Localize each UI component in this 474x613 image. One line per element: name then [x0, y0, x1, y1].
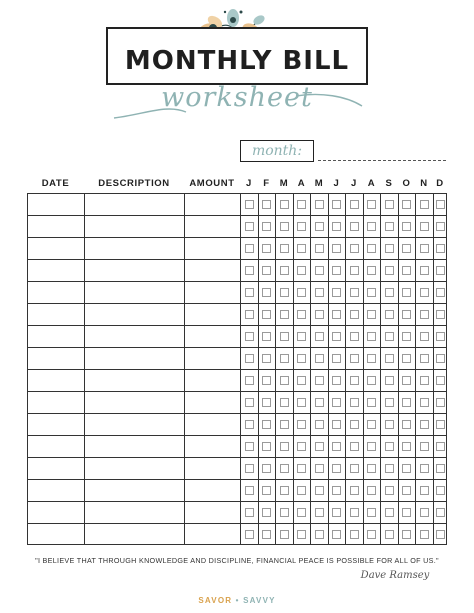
- date-cell[interactable]: [28, 480, 84, 501]
- date-cell[interactable]: [28, 282, 84, 303]
- checkbox-icon[interactable]: [315, 200, 324, 209]
- checkbox-icon[interactable]: [367, 420, 376, 429]
- column-divider: [310, 193, 311, 545]
- description-cell[interactable]: [85, 370, 184, 391]
- brand-footer: [0, 596, 474, 605]
- date-cell[interactable]: [28, 502, 84, 523]
- checkbox-icon[interactable]: [420, 244, 429, 253]
- checkbox-icon[interactable]: [332, 354, 341, 363]
- checkbox-icon[interactable]: [280, 310, 289, 319]
- checkbox-icon[interactable]: [315, 288, 324, 297]
- checkbox-icon[interactable]: [420, 442, 429, 451]
- checkbox-icon[interactable]: [402, 398, 411, 407]
- checkbox-icon[interactable]: [332, 464, 341, 473]
- description-cell[interactable]: [85, 194, 184, 215]
- checkbox-icon[interactable]: [367, 354, 376, 363]
- checkbox-icon[interactable]: [385, 266, 394, 275]
- checkbox-icon[interactable]: [367, 332, 376, 341]
- amount-cell[interactable]: [185, 392, 240, 413]
- column-header: M: [314, 178, 324, 189]
- description-cell[interactable]: [85, 502, 184, 523]
- checkbox-icon[interactable]: [297, 442, 306, 451]
- checkbox-icon[interactable]: [385, 332, 394, 341]
- checkbox-icon[interactable]: [402, 354, 411, 363]
- checkbox-icon[interactable]: [385, 376, 394, 385]
- checkbox-icon[interactable]: [315, 310, 324, 319]
- checkbox-icon[interactable]: [350, 200, 359, 209]
- checkbox-icon[interactable]: [367, 376, 376, 385]
- checkbox-icon[interactable]: [315, 222, 324, 231]
- checkbox-icon[interactable]: [315, 442, 324, 451]
- date-cell[interactable]: [28, 216, 84, 237]
- month-label-box: [240, 140, 314, 162]
- column-divider: [293, 193, 294, 545]
- title-frame: [106, 27, 368, 85]
- checkbox-icon[interactable]: [350, 508, 359, 517]
- date-cell[interactable]: [28, 238, 84, 259]
- checkbox-icon[interactable]: [245, 398, 254, 407]
- checkbox-icon[interactable]: [367, 442, 376, 451]
- checkbox-icon[interactable]: [436, 266, 445, 275]
- checkbox-icon[interactable]: [350, 266, 359, 275]
- checkbox-icon[interactable]: [385, 354, 394, 363]
- checkbox-icon[interactable]: [385, 530, 394, 539]
- checkbox-icon[interactable]: [385, 508, 394, 517]
- column-divider: [380, 193, 381, 545]
- checkbox-icon[interactable]: [420, 486, 429, 495]
- checkbox-icon[interactable]: [367, 266, 376, 275]
- checkbox-icon[interactable]: [297, 508, 306, 517]
- checkbox-icon[interactable]: [315, 420, 324, 429]
- checkbox-icon[interactable]: [367, 464, 376, 473]
- column-header: S: [385, 178, 393, 189]
- amount-cell[interactable]: [185, 370, 240, 391]
- checkbox-icon[interactable]: [350, 222, 359, 231]
- checkbox-icon[interactable]: [262, 222, 271, 231]
- checkbox-icon[interactable]: [245, 244, 254, 253]
- description-cell[interactable]: [85, 436, 184, 457]
- checkbox-icon[interactable]: [297, 464, 306, 473]
- table-header: [27, 178, 447, 192]
- checkbox-icon[interactable]: [297, 486, 306, 495]
- date-cell[interactable]: [28, 370, 84, 391]
- checkbox-icon[interactable]: [297, 354, 306, 363]
- checkbox-icon[interactable]: [402, 486, 411, 495]
- description-cell[interactable]: [85, 238, 184, 259]
- checkbox-icon[interactable]: [262, 508, 271, 517]
- checkbox-icon[interactable]: [297, 200, 306, 209]
- checkbox-icon[interactable]: [332, 486, 341, 495]
- checkbox-icon[interactable]: [245, 288, 254, 297]
- checkbox-icon[interactable]: [385, 398, 394, 407]
- checkbox-icon[interactable]: [280, 266, 289, 275]
- checkbox-icon[interactable]: [245, 442, 254, 451]
- checkbox-icon[interactable]: [332, 376, 341, 385]
- amount-cell[interactable]: [185, 458, 240, 479]
- checkbox-icon[interactable]: [402, 508, 411, 517]
- month-input-line[interactable]: [318, 160, 446, 161]
- checkbox-icon[interactable]: [315, 244, 324, 253]
- checkbox-icon[interactable]: [402, 288, 411, 297]
- checkbox-icon[interactable]: [420, 200, 429, 209]
- checkbox-icon[interactable]: [245, 530, 254, 539]
- checkbox-icon[interactable]: [436, 222, 445, 231]
- date-cell[interactable]: [28, 414, 84, 435]
- checkbox-icon[interactable]: [436, 442, 445, 451]
- checkbox-icon[interactable]: [245, 310, 254, 319]
- checkbox-icon[interactable]: [367, 244, 376, 253]
- checkbox-icon[interactable]: [350, 442, 359, 451]
- amount-cell[interactable]: [185, 260, 240, 281]
- column-header: A: [367, 178, 376, 189]
- checkbox-icon[interactable]: [262, 530, 271, 539]
- amount-cell[interactable]: [185, 238, 240, 259]
- column-divider: [446, 193, 447, 545]
- page-subtitle: worksheet: [161, 82, 313, 113]
- checkbox-icon[interactable]: [262, 464, 271, 473]
- description-cell[interactable]: [85, 260, 184, 281]
- checkbox-icon[interactable]: [402, 222, 411, 231]
- amount-cell[interactable]: [185, 524, 240, 545]
- checkbox-icon[interactable]: [280, 200, 289, 209]
- checkbox-icon[interactable]: [262, 266, 271, 275]
- date-cell[interactable]: [28, 304, 84, 325]
- checkbox-icon[interactable]: [402, 464, 411, 473]
- checkbox-icon[interactable]: [350, 332, 359, 341]
- checkbox-icon[interactable]: [350, 486, 359, 495]
- checkbox-icon[interactable]: [297, 288, 306, 297]
- date-cell[interactable]: [28, 194, 84, 215]
- description-cell[interactable]: [85, 524, 184, 545]
- checkbox-icon[interactable]: [262, 310, 271, 319]
- amount-cell[interactable]: [185, 216, 240, 237]
- amount-cell[interactable]: [185, 348, 240, 369]
- brand-left: SAVOR: [198, 596, 233, 605]
- column-header: AMOUNT: [189, 178, 235, 189]
- column-divider: [433, 193, 434, 545]
- column-divider: [415, 193, 416, 545]
- checkbox-icon[interactable]: [436, 530, 445, 539]
- checkbox-icon[interactable]: [297, 310, 306, 319]
- checkbox-icon[interactable]: [262, 200, 271, 209]
- checkbox-icon[interactable]: [280, 376, 289, 385]
- column-header: J: [351, 178, 357, 189]
- description-cell[interactable]: [85, 282, 184, 303]
- checkbox-icon[interactable]: [350, 398, 359, 407]
- checkbox-icon[interactable]: [262, 332, 271, 341]
- checkbox-icon[interactable]: [332, 244, 341, 253]
- checkbox-icon[interactable]: [332, 288, 341, 297]
- checkbox-icon[interactable]: [385, 288, 394, 297]
- column-divider: [398, 193, 399, 545]
- checkbox-icon[interactable]: [350, 376, 359, 385]
- checkbox-icon[interactable]: [420, 310, 429, 319]
- checkbox-icon[interactable]: [297, 530, 306, 539]
- quote-author: Dave Ramsey: [360, 570, 430, 581]
- checkbox-icon[interactable]: [280, 508, 289, 517]
- checkbox-icon[interactable]: [350, 354, 359, 363]
- checkbox-icon[interactable]: [297, 266, 306, 275]
- checkbox-icon[interactable]: [385, 420, 394, 429]
- checkbox-icon[interactable]: [315, 332, 324, 341]
- date-cell[interactable]: [28, 392, 84, 413]
- amount-cell[interactable]: [185, 194, 240, 215]
- checkbox-icon[interactable]: [297, 420, 306, 429]
- checkbox-icon[interactable]: [262, 420, 271, 429]
- column-header: F: [263, 178, 270, 189]
- checkbox-icon[interactable]: [420, 376, 429, 385]
- checkbox-icon[interactable]: [420, 398, 429, 407]
- checkbox-icon[interactable]: [367, 200, 376, 209]
- checkbox-icon[interactable]: [262, 354, 271, 363]
- checkbox-icon[interactable]: [367, 398, 376, 407]
- quote-text: "I BELIEVE THAT THROUGH KNOWLEDGE AND DISCIPLINE, FINANCIAL PEACE IS POSSIBLE FOR ALL OF US.": [35, 556, 439, 565]
- description-cell[interactable]: [85, 348, 184, 369]
- description-cell[interactable]: [85, 326, 184, 347]
- checkbox-icon[interactable]: [436, 200, 445, 209]
- checkbox-icon[interactable]: [262, 486, 271, 495]
- checkbox-icon[interactable]: [420, 266, 429, 275]
- checkbox-icon[interactable]: [420, 354, 429, 363]
- checkbox-icon[interactable]: [280, 398, 289, 407]
- date-cell[interactable]: [28, 458, 84, 479]
- description-cell[interactable]: [85, 414, 184, 435]
- checkbox-icon[interactable]: [385, 244, 394, 253]
- checkbox-icon[interactable]: [297, 244, 306, 253]
- checkbox-icon[interactable]: [332, 508, 341, 517]
- description-cell[interactable]: [85, 304, 184, 325]
- checkbox-icon[interactable]: [436, 508, 445, 517]
- checkbox-icon[interactable]: [245, 354, 254, 363]
- column-header: DESCRIPTION: [98, 178, 170, 189]
- brand-right: SAVVY: [243, 596, 276, 605]
- checkbox-icon[interactable]: [402, 442, 411, 451]
- checkbox-icon[interactable]: [280, 442, 289, 451]
- checkbox-icon[interactable]: [436, 420, 445, 429]
- checkbox-icon[interactable]: [297, 376, 306, 385]
- checkbox-icon[interactable]: [332, 200, 341, 209]
- checkbox-icon[interactable]: [436, 486, 445, 495]
- checkbox-icon[interactable]: [367, 486, 376, 495]
- description-cell[interactable]: [85, 392, 184, 413]
- column-divider: [258, 193, 259, 545]
- column-divider: [240, 193, 241, 545]
- brand-separator: •: [235, 596, 240, 605]
- checkbox-icon[interactable]: [420, 332, 429, 341]
- column-header: A: [297, 178, 306, 189]
- amount-cell[interactable]: [185, 414, 240, 435]
- checkbox-icon[interactable]: [332, 310, 341, 319]
- checkbox-icon[interactable]: [315, 464, 324, 473]
- checkbox-icon[interactable]: [315, 508, 324, 517]
- checkbox-icon[interactable]: [262, 244, 271, 253]
- checkbox-icon[interactable]: [315, 486, 324, 495]
- checkbox-icon[interactable]: [350, 420, 359, 429]
- amount-cell[interactable]: [185, 502, 240, 523]
- date-cell[interactable]: [28, 348, 84, 369]
- checkbox-icon[interactable]: [436, 310, 445, 319]
- checkbox-icon[interactable]: [280, 332, 289, 341]
- checkbox-icon[interactable]: [402, 200, 411, 209]
- checkbox-icon[interactable]: [367, 310, 376, 319]
- checkbox-icon[interactable]: [332, 398, 341, 407]
- checkbox-icon[interactable]: [332, 266, 341, 275]
- checkbox-icon[interactable]: [385, 442, 394, 451]
- checkbox-icon[interactable]: [297, 222, 306, 231]
- column-header: O: [402, 178, 411, 189]
- checkbox-icon[interactable]: [262, 288, 271, 297]
- amount-cell[interactable]: [185, 304, 240, 325]
- checkbox-icon[interactable]: [350, 244, 359, 253]
- checkbox-icon[interactable]: [262, 442, 271, 451]
- checkbox-icon[interactable]: [402, 376, 411, 385]
- checkbox-icon[interactable]: [280, 354, 289, 363]
- checkbox-icon[interactable]: [402, 244, 411, 253]
- column-header: N: [420, 178, 428, 189]
- checkbox-icon[interactable]: [436, 376, 445, 385]
- checkbox-icon[interactable]: [262, 376, 271, 385]
- column-divider: [328, 193, 329, 545]
- date-cell[interactable]: [28, 436, 84, 457]
- checkbox-icon[interactable]: [385, 464, 394, 473]
- checkbox-icon[interactable]: [420, 222, 429, 231]
- amount-cell[interactable]: [185, 480, 240, 501]
- checkbox-icon[interactable]: [402, 530, 411, 539]
- description-cell[interactable]: [85, 458, 184, 479]
- column-header: J: [333, 178, 340, 189]
- column-divider: [363, 193, 364, 545]
- checkbox-icon[interactable]: [436, 354, 445, 363]
- checkbox-icon[interactable]: [420, 508, 429, 517]
- checkbox-icon[interactable]: [385, 486, 394, 495]
- checkbox-icon[interactable]: [367, 530, 376, 539]
- amount-cell[interactable]: [185, 326, 240, 347]
- date-cell[interactable]: [28, 260, 84, 281]
- checkbox-icon[interactable]: [385, 310, 394, 319]
- checkbox-icon[interactable]: [245, 222, 254, 231]
- checkbox-icon[interactable]: [245, 376, 254, 385]
- description-cell[interactable]: [85, 480, 184, 501]
- checkbox-icon[interactable]: [420, 420, 429, 429]
- checkbox-icon[interactable]: [402, 420, 411, 429]
- column-divider: [345, 193, 346, 545]
- date-cell[interactable]: [28, 326, 84, 347]
- column-header: DATE: [41, 178, 70, 189]
- amount-cell[interactable]: [185, 282, 240, 303]
- checkbox-icon[interactable]: [420, 530, 429, 539]
- column-header: J: [246, 178, 252, 189]
- checkbox-icon[interactable]: [367, 288, 376, 297]
- checkbox-icon[interactable]: [350, 288, 359, 297]
- checkbox-icon[interactable]: [367, 222, 376, 231]
- checkbox-icon[interactable]: [402, 310, 411, 319]
- checkbox-icon[interactable]: [350, 530, 359, 539]
- checkbox-icon[interactable]: [280, 244, 289, 253]
- checkbox-icon[interactable]: [385, 222, 394, 231]
- checkbox-icon[interactable]: [245, 420, 254, 429]
- checkbox-icon[interactable]: [315, 266, 324, 275]
- column-header: M: [279, 178, 289, 189]
- checkbox-icon[interactable]: [436, 464, 445, 473]
- checkbox-icon[interactable]: [315, 354, 324, 363]
- month-field: [240, 140, 446, 162]
- checkbox-icon[interactable]: [436, 398, 445, 407]
- checkbox-icon[interactable]: [315, 398, 324, 407]
- checkbox-icon[interactable]: [245, 332, 254, 341]
- checkbox-icon[interactable]: [436, 288, 445, 297]
- checkbox-icon[interactable]: [315, 376, 324, 385]
- checkbox-icon[interactable]: [402, 266, 411, 275]
- checkbox-icon[interactable]: [385, 200, 394, 209]
- bill-table: [27, 193, 447, 545]
- date-cell[interactable]: [28, 524, 84, 545]
- checkbox-icon[interactable]: [332, 442, 341, 451]
- description-cell[interactable]: [85, 216, 184, 237]
- checkbox-icon[interactable]: [297, 332, 306, 341]
- column-divider: [275, 193, 276, 545]
- checkbox-icon[interactable]: [350, 310, 359, 319]
- checkbox-icon[interactable]: [280, 288, 289, 297]
- checkbox-icon[interactable]: [280, 530, 289, 539]
- checkbox-icon[interactable]: [245, 200, 254, 209]
- checkbox-icon[interactable]: [280, 464, 289, 473]
- checkbox-icon[interactable]: [332, 332, 341, 341]
- checkbox-icon[interactable]: [367, 508, 376, 517]
- checkbox-icon[interactable]: [245, 486, 254, 495]
- checkbox-icon[interactable]: [402, 332, 411, 341]
- checkbox-icon[interactable]: [245, 508, 254, 517]
- checkbox-icon[interactable]: [350, 464, 359, 473]
- amount-cell[interactable]: [185, 436, 240, 457]
- checkbox-icon[interactable]: [280, 486, 289, 495]
- checkbox-icon[interactable]: [245, 266, 254, 275]
- checkbox-icon[interactable]: [280, 420, 289, 429]
- checkbox-icon[interactable]: [332, 420, 341, 429]
- page-title: MONTHLY BILL: [124, 46, 350, 76]
- checkbox-icon[interactable]: [436, 332, 445, 341]
- checkbox-icon[interactable]: [332, 530, 341, 539]
- checkbox-icon[interactable]: [262, 398, 271, 407]
- checkbox-icon[interactable]: [436, 244, 445, 253]
- checkbox-icon[interactable]: [280, 222, 289, 231]
- month-label: month:: [251, 143, 303, 159]
- checkbox-icon[interactable]: [332, 222, 341, 231]
- checkbox-icon[interactable]: [297, 398, 306, 407]
- checkbox-icon[interactable]: [420, 464, 429, 473]
- checkbox-icon[interactable]: [420, 288, 429, 297]
- checkbox-icon[interactable]: [315, 530, 324, 539]
- column-header: D: [436, 178, 444, 189]
- checkbox-icon[interactable]: [245, 464, 254, 473]
